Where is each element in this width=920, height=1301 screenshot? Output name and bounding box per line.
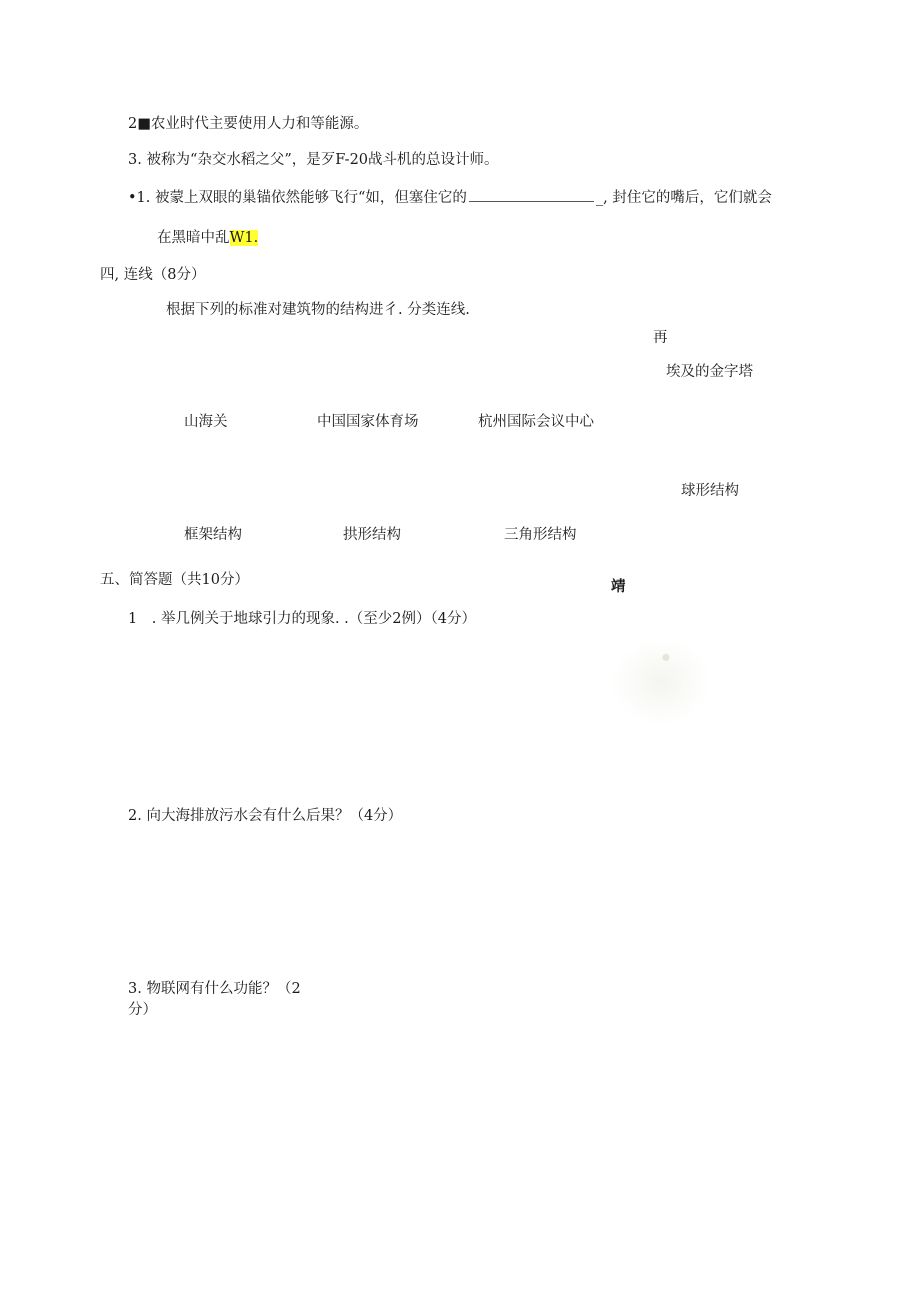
structure-spherical: 球形结构 xyxy=(681,483,739,499)
q4-text-before: •1. 被蒙上双眼的巢锚依然能够飞行“如，但塞住它的 xyxy=(128,190,467,206)
structure-triangle: 三角形结构 xyxy=(504,527,577,543)
structure-frame: 框架结构 xyxy=(184,527,242,543)
faint-image xyxy=(611,638,711,726)
section-4-title: 四, 连线（8分） xyxy=(100,267,206,283)
building-hangzhou-center: 杭州国际会议中心 xyxy=(478,414,594,430)
highlighted-text: W1. xyxy=(229,230,259,246)
fill-blank-q2: 2■农业时代主要使用人力和等能源。 xyxy=(128,116,369,132)
short-answer-q1: 1 . 举几例关于地球引力的现象. .（至少2例）（4分） xyxy=(128,611,476,627)
short-answer-q3-line2: 分） xyxy=(128,1002,157,1018)
answer-blank xyxy=(469,189,594,202)
section-5-title: 五、简答题（共10分） xyxy=(100,572,249,588)
stray-char-top: 再 xyxy=(653,330,668,346)
short-answer-q2 xyxy=(128,806,403,824)
q2-text: 2. 向大海排放污水会有什么后果？（4分） xyxy=(128,808,403,824)
fill-blank-q3: 3. 被称为“杂交水稻之父”，是歹F-20战斗机的总设计师。 xyxy=(128,152,499,168)
q4-text-after: _, 封住它的嘴后，它们就会 xyxy=(595,190,772,206)
section-4-instruction: 根据下列的标准对建筑物的结构进彳. 分类连线. xyxy=(166,302,470,318)
short-answer-q3-line1: 3. 物联网有什么功能？（2 xyxy=(128,981,301,997)
q4-line2-text: 在黑暗中乱 xyxy=(157,230,230,246)
building-pyramid: 埃及的金字塔 xyxy=(666,364,753,380)
building-shanhaiguan: 山海关 xyxy=(184,414,228,430)
stray-char-bottom: 靖 xyxy=(611,579,626,595)
structure-arch: 拱形结构 xyxy=(343,527,401,543)
fill-blank-q4-line2 xyxy=(157,228,258,248)
building-national-stadium: 中国国家体育场 xyxy=(317,414,419,430)
fill-blank-q4 xyxy=(128,188,772,208)
